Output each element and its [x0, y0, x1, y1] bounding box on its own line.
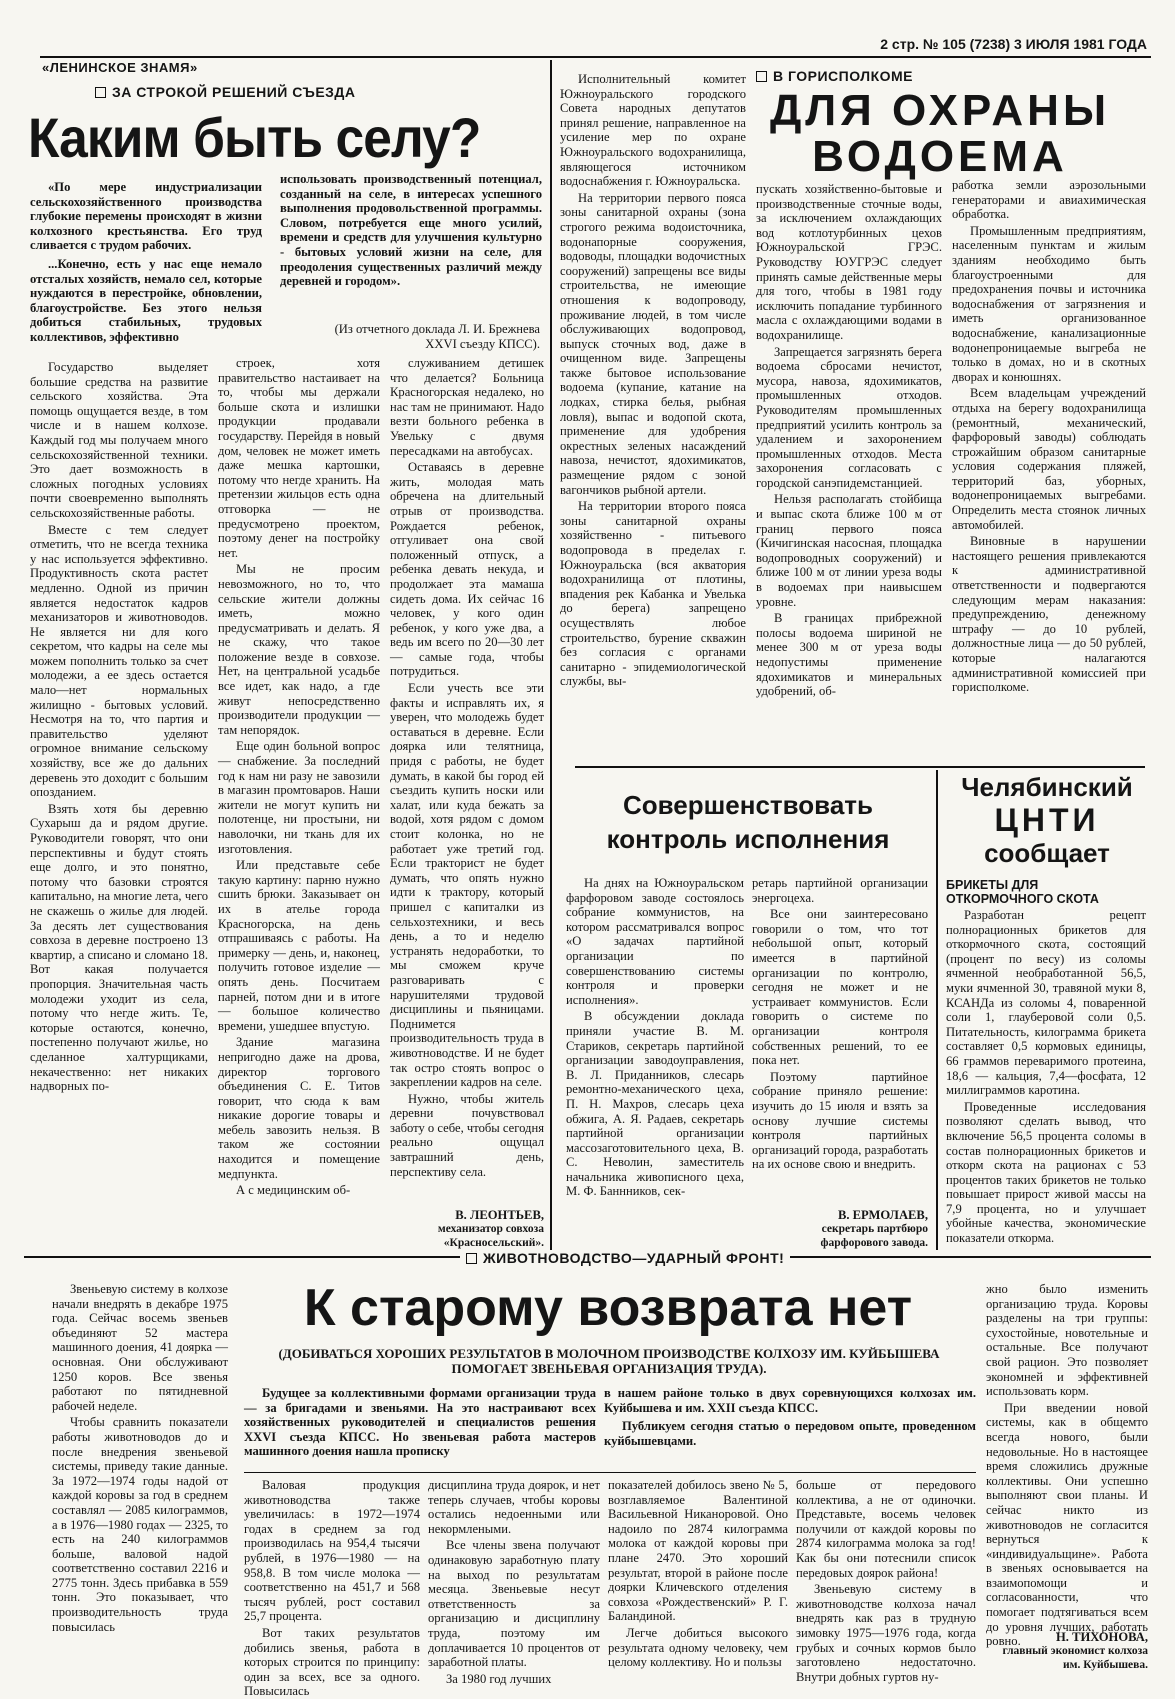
article3-paragraph: На днях на Южноуральском фарфоровом заводе состоялось собрание коммунистов, на котором рассматривался вопрос «О задачах партийной организации по совершенствованию системы контроля и проверки исполнения». — [566, 876, 744, 1007]
article4-body — [946, 908, 1146, 1248]
article1-epigraph-right — [280, 172, 542, 322]
article1-paragraph: Еще один больной вопрос — снабжение. За последний год к нам ни разу не завозили в магазин промтоваров. Наши жители не могут купить ни полотенце, ни простыни, ни наволочки, ни ткань для их изготовления. — [218, 739, 380, 856]
vertical-rule — [550, 60, 552, 1250]
article5-column-1 — [244, 1478, 420, 1699]
article3-column-2 — [752, 876, 928, 1176]
article1-paragraph: Здание магазина непригодно даже на дрова, директор торгового объединения С. Е. Титов говорит, что сюда к вам никакие дорогие товары и мебель завозить нельзя. В таком же состоянии находится и помещение медпункта. — [218, 1035, 380, 1181]
article3-author: В. ЕРМОЛАЕВ, — [837, 1208, 928, 1222]
article2-paragraph: Нельзя располагать стойбища и выпас скота ближе 100 м от границ первого пояса (Кичигинская насосная, площадка водопроводных сооружений) и ближе 100 м от линии уреза воды в водоемах при наивысшем уровне. — [756, 492, 942, 609]
article5-paragraph: Все члены звена получают одинаковую заработную плату на выход по результатам месяца. Звеньевые несут ответственность за организацию и дисциплину труда, поэтому им доплачивается 10 процентов от заработной платы. — [428, 1538, 600, 1670]
epigraph-paragraph: «По мере индустриализации сельскохозяйственного производства глубокие перемены происходят в жизни колхозного крестьянства. Его труд сливается с трудом рабочих. — [30, 180, 262, 253]
epigraph-continuation: использовать производственный потенциал, созданный на селе, в интересах успешного выполнения продовольственной программы. Словом, потребуется еще много усилий, времени и средств для улучшения культурно - бытовых условий жизни на селе, для преодоления существенных различий между деревней и городом». — [280, 172, 542, 289]
article5-headline: К старому возврата нет — [303, 1279, 913, 1337]
article4-headline-line: сообщает — [984, 838, 1110, 868]
article2-paragraph: Всем владельцам учреждений отдыха на берегу водохранилища (ремонтный, механический, фарфоровый заводы) соблюдать строжайшим образом санитарные условия содержания пляжей, территорий баз, уборных, водонепроницаемых выгребами. Определить места стоянок личных автомобилей. — [952, 386, 1146, 532]
article3-signature — [752, 1208, 928, 1250]
article3-headline — [568, 788, 928, 856]
article1-paragraph: Нужно, чтобы житель деревни почувствовал заботу о себе, чтобы сегодня реально ощущал завтрашний день, перспективу села. — [390, 1091, 544, 1179]
article1-column-2 — [218, 356, 380, 1250]
article2-rubric — [756, 68, 913, 84]
article5-rubric-text: ЖИВОТНОВОДСТВО—УДАРНЫЙ ФРОНТ! — [483, 1250, 785, 1266]
article2-rubric-text: В ГОРИСПОЛКОМЕ — [773, 68, 914, 84]
article5-paragraph: При введении новой системы, как в общемто всегда нового, были недовольные. Но в настоящее время сложились дружные коллективы. Они успешно выполняют свои планы. И сейчас никто из животноводов не согласится вернуться к «индивидуальщине». Работа в звеньях основывается на взаимопомощи и согласованности, что помогает подтягиваться всем до уровня лучших, работать ровно. — [986, 1400, 1148, 1649]
article1-epigraph-left — [30, 180, 262, 352]
article5-paragraph: жно было изменить организацию труда. Коровы разделены на три группы: сухостойные, новотельные и остальные. Все получают свой рацион. Это позволяет экономней и эффективней использовать корм. — [986, 1282, 1148, 1399]
article5-author-role: главный экономист колхоза им. Куйбышева. — [1002, 1645, 1148, 1671]
article1-paragraph: служиванием детишек что делается? Больница Красногорская недалеко, но нас там не принимают. Надо везти больного ребенка в Увельку с двумя пересадками на автобусах. — [390, 356, 544, 458]
article5-signature — [986, 1630, 1148, 1672]
article1-headline: Каким быть селу? — [28, 106, 481, 169]
article2-column-2 — [756, 182, 942, 762]
article3-headline-line: Совершенствовать — [622, 790, 873, 820]
article2-paragraph: Исполнительный комитет Южноуральского городского Совета народных депутатов принял решение, направленное на усиление мер по охране Южноуральского водохранилища, являющегося источником водоснабжения г. Южноуральска. — [560, 72, 746, 189]
article3-author-role: секретарь партбюро фарфорового завода. — [820, 1223, 928, 1249]
article3-column-1 — [566, 876, 744, 1250]
article2-paragraph: На территории второго пояса зоны санитарной охраны хозяйственно - питьевого водопровода в пределах г. Южноуральска (вся акватория водохранилища от плотины, впадения рек Кабанка и Увелька до берега) запрещено осуществлять любое строительство, бурение скважин без согласия с органами санитарно - эпидемиологической службы, вы- — [560, 499, 746, 689]
article2-paragraph: Промышленным предприятиям, населенным пунктам и жилым зданиям необходимо быть благоустроенными для предохранения почвы и источника водоснабжения от загрязнения и иметь организованное водоснабжение, канализационные водонепроницаемые выгреба не только в домах, но и в скотных дворах и конюшнях. — [952, 223, 1146, 384]
article1-rubric — [95, 84, 356, 100]
article1-paragraph: А с медицинским об- — [236, 1183, 351, 1198]
article3-paragraph: В обсуждении доклада приняли участие В. М. Стариков, секретарь партийной организации заводоуправления, В. Л. Приданников, слесарь ремонтно-механического цеха, П. Н. Махров, слесарь цеха обжига, А. Я. Радаев, секретарь партийной организации массозаготовительного цеха, В. С. Неволин, заместитель начальника живописного цеха, М. Ф. Баннников, сек- — [566, 1009, 744, 1199]
article3-paragraph: Поэтому партийное собрание приняло решение: изучить до 15 июля и взять за основу лучшие системы контроля партийных организаций города, разработать на их основе свою и внедрить. — [752, 1069, 928, 1172]
article1-signature — [390, 1208, 544, 1250]
article2-paragraph: пускать хозяйственно-бытовые и производственные сточные воды, за исключением охлаждающих вод котлотурбинных цехов Южноуральской ГРЭС. Руководству ЮУГРЭС следует принять самые действенные меры для того, чтобы в 1981 году исключить попадание турбинного масла с охлаждающими водами в водохранилище. — [756, 182, 942, 342]
article2-column-1 — [560, 72, 746, 762]
masthead-issue-line: 2 стр. № 105 (7238) 3 ИЮЛЯ 1981 ГОДА — [880, 36, 1147, 52]
article5-paragraph: Чтобы сравнить показатели работы животноводов до и после внедрения звеньевой системы, приведу такие данные. За 1972—1974 годы надой от каждой коровы за год в среднем составлял — 2085 килограммов, а в 1976—1980 годах — 2325, то есть на 240 килограммов больше, валовой надой соответственно составил 2216 и 2775 тонн. Здесь прибавка в 559 тонн. Это показывает, что производительность труда повысилась — [52, 1415, 228, 1634]
article5-paragraph: Вот таких результатов добились звенья, работа в которых строится по принципу: один за всех, все за одного. Повысилась — [244, 1625, 420, 1699]
lead-rule — [244, 1472, 976, 1473]
article5-paragraph: показателей добилось звено № 5, возглавляемое Валентиной Васильевной Никаноровой. Оно надоило по 2874 килограмма молока от каждой коровы при плане 2470. Это хороший результат, второй в районе после доярки Кличевского отделения совхоза «Рождественский» Р. Г. Баландиной. — [608, 1478, 788, 1624]
article5-paragraph: больше от передового коллектива, а не от одиночки. Представьте, восемь человек получили от каждой коровы по 2874 килограмма молока за год! Как бы они потеснили список передовых доярок района! — [796, 1478, 976, 1580]
article1-paragraph: строек, хотя правительство настаивает на то, чтобы мы держали больше скота и излишки продукции продавали государству. Перейдя в новый дом, человек не может иметь даже мешка картошки, потому что негде хранить. На претензии жильцов есть одна отговорка — не предусмотрено проектом, поэтому денег на постройку нет. — [218, 356, 380, 560]
masthead-paper-name: «ЛЕНИНСКОЕ ЗНАМЯ» — [42, 60, 198, 75]
article5-column-4 — [796, 1478, 976, 1684]
article1-column-3 — [390, 356, 544, 1204]
epigraph-paragraph: ...Конечно, есть у нас еще немало отсталых хозяйств, немало сел, которые нуждаются в перестройке, обновлении, благоустройстве. Без этого нельзя добиться стабильных, трудовых коллективов, эффективно — [30, 256, 262, 344]
article5-column-2 — [428, 1478, 600, 1686]
article5-paragraph: За 1980 год лучших — [446, 1671, 552, 1686]
article5-rubric — [460, 1250, 790, 1266]
article1-paragraph: Взять хотя бы деревню Сухарыш да и рядом другие. Руководители говорят, что они перспективны и будут стоять еще долго, и это понятно, потому что базовки строятся капитально, на многие лета, чего не скажешь о жилье для людей. За десять лет существования совхоза в деревне построено 13 квартир, а списано и сломано 18. Вот какая получается пропорция. Значительная часть молодежи уходит из села, потому что негде жить. Те, которые остаются, конечно, постепенно получают жилье, но сделанное халтурщиками, некачественно: нет никаких надворных по- — [30, 801, 208, 1094]
article5-paragraph: дисциплина труда доярок, и нет теперь случаев, чтобы коровы остались недоенными или некормлеными. — [428, 1478, 600, 1536]
article1-column-1 — [30, 360, 208, 1250]
article1-paragraph: Если учесть все эти факты и исправлять их, я уверен, что молодежь будет оставаться в деревне. Если доярка или телятница, придя с работы, не будет думать, в какой бы город ей съездить купить носки или халат, или куда бежать за водой, хотя рядом с домом стоит колонка, но не работает уже третий год. Если тракторист не будет думать, что опять нужно идти к трактору, который пришел с капиталки из сельхозтехники, и весь день, а то и неделю устранять недоработки, то мы сможем круче разговаривать с нарушителями трудовой дисциплины и пьяницами. Поднимется производительность труда в животноводстве. И не будет так остро стоять вопрос о закреплении кадров на селе. — [390, 681, 544, 1090]
article5-lead-right — [604, 1386, 976, 1468]
article5-paragraph: Валовая продукция животноводства также увеличилась: в 1972—1974 годах в среднем за год производилась на 954,4 тысячи рублей, в 1976—1980 — на 958,8. В том числе молока — соответственно на 451,7 и 568 тысяч рублей, рост составил 25,7 процента. — [244, 1478, 420, 1624]
article1-paragraph: Государство выделяет большие средства на развитие сельского хозяйства. Эта помощь ощущается везде, в том числе и в нашем колхозе. Каждый год мы получаем много сельскохозяйственной техники. Это дает возможность в сложных погодных условиях почти своевременно выполнять сельскохозяйственные работы. — [30, 360, 208, 520]
article5-paragraph: Звеньевую систему в животноводстве колхоза начал внедрять как раз в трудную зимовку 1975—1976 года, когда грубых и сочных кормов было заготовлено недостаточно. Внутри добных гуртов ну- — [796, 1582, 976, 1684]
article5-author: Н. ТИХОНОВА, — [1056, 1630, 1148, 1644]
article1-source: (Из отчетного доклада Л. И. Брежнева XXVI съезду КПСС). — [334, 322, 540, 351]
article2-column-3 — [952, 178, 1146, 762]
article4-headline-line: ЦНТИ — [994, 802, 1100, 838]
article5-lead: в нашем районе только в двух соревнующихся колхозах им. Куйбышева и им. XXII съезда КПСС. — [604, 1386, 976, 1415]
article1-paragraph: Мы не просим невозможного, но то, что сельские жители должны иметь, можно предусматривать и делать. Я не скажу, что такое положение везде в совхозе. Нет, на центральной усадьбе все идет, как надо, а где живут непосредственно производители продукции — там непорядок. — [218, 562, 380, 737]
article4-headline — [942, 772, 1152, 868]
article1-author-role: механизатор совхоза «Красносельский». — [437, 1223, 544, 1249]
article5-lead: Будущее за коллективными формами организации труда — за бригадами и звеньями. На это настраивают всех хозяйственных руководителей и специалистов решения XXVI съезда КПСС. Но звеньевая работа мастеров машинного доения нашла прописку — [244, 1386, 596, 1459]
article1-author: В. ЛЕОНТЬЕВ, — [455, 1208, 544, 1222]
article5-paragraph: Звеньевую систему в колхозе начали внедрять в декабре 1975 года. Сейчас восемь звеньев объединяют 52 мастера машинного доения, 41 доярка — основная. Они обслуживают 1250 коров. Все звенья работают по пятидневной рабочей неделе. — [52, 1282, 228, 1413]
article2-paragraph: Виновные в нарушении настоящего решения привлекаются к административной ответственности и подвергаются следующим мерам наказания: предупреждению, денежному штрафу — до 10 рублей, должностные лица — до 50 рублей, которые налагаются административной комиссией при горисполкоме. — [952, 534, 1146, 695]
article5-lead: Публикуем сегодня статью о передовом опыте, проведенном куйбышевцами. — [604, 1419, 976, 1448]
article5-lead-left — [244, 1386, 596, 1468]
article1-paragraph: Вместе с тем следует отметить, что не всегда техника у нас используется эффективно. Продуктивность скота растет медленно. Одной из причин является недостаток кадров механизаторов и животноводов. Не является ни для кого секретом, что кадры на селе мы можем пополнить только за счет молодежи, а ее здесь остается мало—нет нормальных жилищно - бытовых условий. Несмотря на то, что партия и правительство уделяют огромное внимание сельскому хозяйству, все же до дальних деревень это доходит с большим опозданием. — [30, 522, 208, 800]
article1-paragraph: Или представьте себе такую картину: парню нужно сшить брюки. Заказывает он их в ателье города Красногорска, на день отпрашиваясь с работы. На примерку — день, и, наконец, получить готовое изделие — опять день. Посчитаем парней, потом дни и в итоге — большое количество времени, ушедшее впустую. — [218, 858, 380, 1033]
article2-paragraph: Запрещается загрязнять берега водоема сбросами нечистот, мусора, навоза, ядохимикатов, промышленных отходов. Руководителям промышленных предприятий усилить контроль за удалением и захоронением промышленных отходов. Места захоронения согласовать с городской санэпидемстанцией. — [756, 344, 942, 490]
article4-headline-line: Челябинский — [961, 772, 1133, 802]
article4-subhead: БРИКЕТЫ ДЛЯ ОТКОРМОЧНОГО СКОТА — [946, 878, 1099, 906]
article3-paragraph: Все они заинтересовано говорили о том, что тот небольшой опыт, который имеется в партийной организации по контролю, сегодня не может и не устраивает коммунистов. Если говорить о системе по организации контроля собственных решений, то ее пока нет. — [752, 907, 928, 1068]
horizontal-rule — [575, 766, 1145, 768]
article5-subhead: (ДОБИВАТЬСЯ ХОРОШИХ РЕЗУЛЬТАТОВ В МОЛОЧНОМ ПРОИЗВОДСТВЕ КОЛХОЗУ ИМ. КУЙБЫШЕВА ПОМОГАЕТ ЗВЕНЬЕВАЯ ОРГАНИЗАЦИЯ ТРУДА). — [278, 1346, 940, 1376]
article3-headline-line: контроль исполнения — [606, 824, 890, 854]
masthead-rule — [40, 56, 1151, 58]
square-bullet-icon — [466, 1253, 477, 1264]
square-bullet-icon — [756, 71, 767, 82]
vertical-rule — [936, 770, 938, 1250]
article1-rubric-text: ЗА СТРОКОЙ РЕШЕНИЙ СЪЕЗДА — [112, 84, 356, 100]
article5-left-column — [52, 1282, 228, 1678]
article5-column-3 — [608, 1478, 788, 1678]
article3-paragraph: ретарь партийной организации энергоцеха. — [752, 876, 928, 905]
article5-paragraph: Легче добиться высокого результата одному человеку, чем целому коллективу. Но и пользы — [608, 1625, 788, 1670]
article4-paragraph: Проведенные исследования позволяют сделать вывод, что включение 56,5 процента соломы в состав полнорационных брикетов и откорм скота на рационах с 53 процентов таких брикетов не только повышает прирост живой массы на 7,9 процента, но и улучшает убойные качества, экономические показатели откорма. — [946, 1099, 1146, 1246]
article2-paragraph: В границах прибрежной полосы водоема шириной не менее 300 м от уреза воды недопустимы применение ядохимикатов и минеральных удобрений, об- — [756, 611, 942, 699]
square-bullet-icon — [95, 87, 106, 98]
article2-paragraph: работка земли аэрозольными генераторами и авиахимическая обработка. — [952, 178, 1146, 222]
article4-paragraph: Разработан рецепт полнорационных брикетов для откормочного скота, состоящий (процент по весу) из соломы ячменной необработанной 56,5, муки ячменной 30, травяной муки 8, КСАНДа из соломы 4, поваренной соли 1, глауберовой соли 0,5. Питательность, килограмма брикета составляет 0,5 кормовых единицы, 66 граммов переваримого протеина, 18,6 — кальция, 7,4—фосфата, 12 миллиграммов каротина. — [946, 908, 1146, 1098]
article1-paragraph: Оставаясь в деревне жить, молодая мать обречена на длительный отрыв от производства. Рождается ребенок, отгуливает она свой положенный отпуск, а ребенка девать некуда, и продолжает эта мамаша сидеть дома. Их сейчас 16 человек, у кого один ребенок, у кого уже два, а ведь им всего по 20—30 лет — самые года, чтобы потрудиться. — [390, 460, 544, 679]
article2-headline: ДЛЯ ОХРАНЫ ВОДОЕМА — [769, 86, 1111, 181]
article2-paragraph: На территории первого пояса зоны санитарной охраны (зона строгого режима водоисточника, водонапорные сооружения, водоводы, площадки водочистных сооружений) запрещены все виды строительства, не имеющие отношения к водопроводу, проживание людей, в том числе обслуживающих водопровод, выпуск сточных вод, даже в очищенном виде. Запрещены также бытовое использование водоема (купание, катание на лодках, стирка белья, рыбная ловля), выпас и водопой скота, применение для удобрения окрестных зеленых насаждений навоза, нечистот, ядохимикатов, размещение рядом с зоной вагончиков рыбной артели. — [560, 190, 746, 497]
